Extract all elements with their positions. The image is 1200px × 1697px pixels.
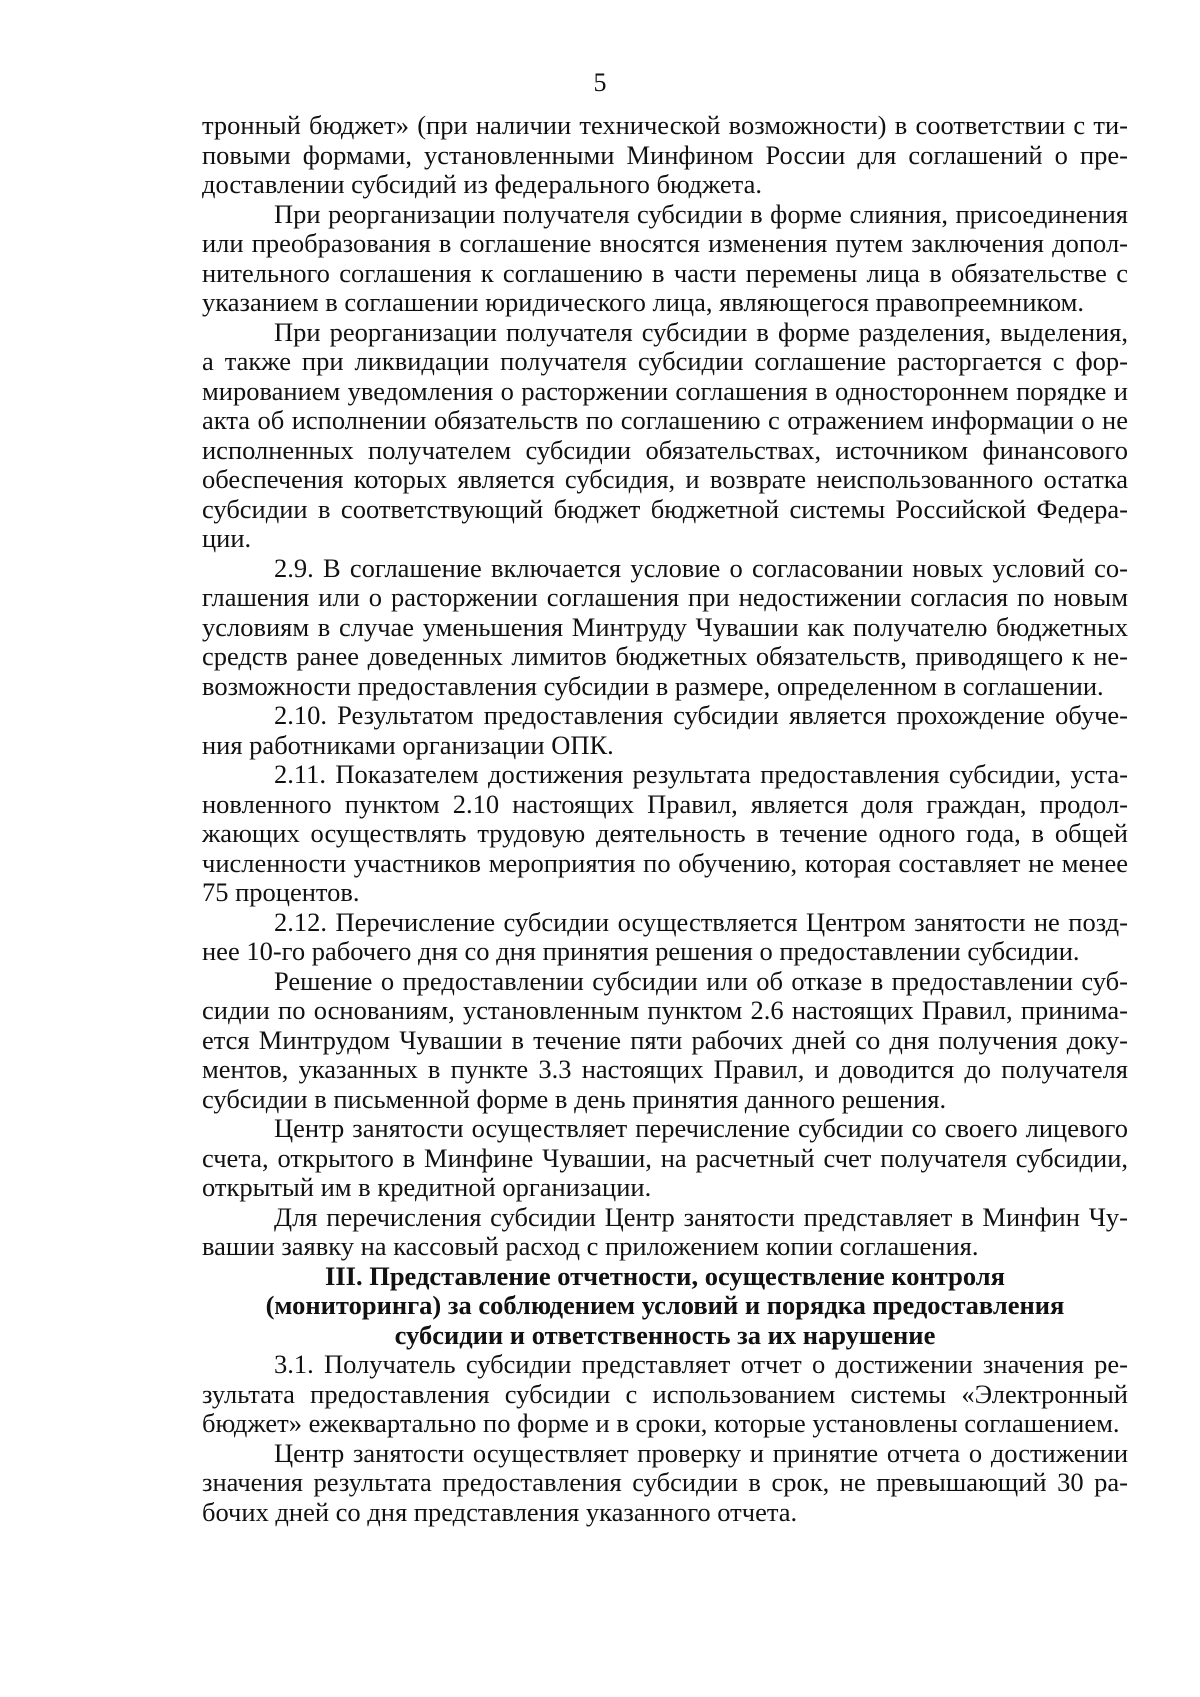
paragraph: Для перечисления субсидии Центр занятости представляет в Минфин Чувашии заявку на кассовый расход с приложением копии соглашения. xyxy=(202,1201,1128,1261)
section-heading-line: субсидии и ответственность за их нарушение xyxy=(394,1319,936,1350)
paragraph: Центр занятости осуществляет проверку и принятие отчета о достижении значения результата предоставления субсидии в срок, не превышающий 30 рабочих дней со дня представления указанного отчета. xyxy=(202,1437,1128,1527)
document-body xyxy=(202,111,1128,1527)
paragraph: 2.10. Результатом предоставления субсидии является прохождение обучения работниками организации ОПК. xyxy=(202,700,1128,760)
paragraph: Решение о предоставлении субсидии или об отказе в предоставлении субсидии по основаниям, установленным пунктом 2.6 настоящих Правил, принимается Минтрудом Чувашии в течение пяти рабочих дней со дня получения документов, указанных в пункте 3.3 настоящих Правил, и доводится до получателя субсидии в письменной форме в день принятия данного решения. xyxy=(202,965,1128,1114)
paragraph: тронный бюджет» (при наличии технической возможности) в соответствии с типовыми формами, установленными Минфином России для соглашений о предоставлении субсидий из федерального бюджета. xyxy=(202,110,1128,199)
paragraph: 2.12. Перечисление субсидии осуществляется Центром занятости не позднее 10-го рабочего дня со дня принятия решения о предоставлении субсидии. xyxy=(202,906,1128,966)
paragraph: 2.9. В соглашение включается условие о согласовании новых условий соглашения или о расторжении соглашения при недостижении согласия по новым условиям в случае уменьшения Минтруду Чувашии как получателю бюджетных средств ранее доведенных лимитов бюджетных обязательств, приводящего к невозможности предоставления субсидии в размере, определенном в соглашении. xyxy=(202,552,1128,701)
paragraph: При реорганизации получателя субсидии в форме разделения, выделения, а также при ликвидации получателя субсидии соглашение расторгается с формированием уведомления о расторжении соглашения в одностороннем порядке и акта об исполнении обязательств по соглашению с отражением информации о не исполненных получателем субсидии обязательствах, источником финансового обеспечения которых является субсидия, и возврате неиспользованного остатка субсидии в соответствующий бюджет бюджетной системы Российской Федерации. xyxy=(202,316,1128,553)
paragraph: Центр занятости осуществляет перечисление субсидии со своего лицевого счета, открытого в Минфине Чувашии, на расчетный счет получателя субсидии, открытый им в кредитной организации. xyxy=(202,1113,1128,1202)
section-heading-line: (мониторинга) за соблюдением условий и порядка предоставления xyxy=(265,1290,1065,1320)
page-number: 5 xyxy=(593,68,607,97)
section-heading xyxy=(202,1262,1128,1351)
paragraph: 3.1. Получатель субсидии представляет отчет о достижении значения результата предоставления субсидии с использованием системы «Электронный бюджет» ежеквартально по форме и в сроки, которые установлены соглашением. xyxy=(202,1349,1128,1438)
paragraph: 2.11. Показателем достижения результата предоставления субсидии, установленного пунктом 2.10 настоящих Правил, является доля граждан, продолжающих осуществлять трудовую деятельность в течение одного года, в общей численности участников мероприятия по обучению, которая составляет не менее 75 процентов. xyxy=(202,759,1128,907)
section-heading-line: III. Представление отчетности, осуществление контроля xyxy=(325,1260,1005,1291)
paragraph: При реорганизации получателя субсидии в форме слияния, присоединения или преобразования в соглашение вносятся изменения путем заключения дополнительного соглашения к соглашению в части перемены лица в обязательстве с указанием в соглашении юридического лица, являющегося правопреемником. xyxy=(202,198,1128,317)
